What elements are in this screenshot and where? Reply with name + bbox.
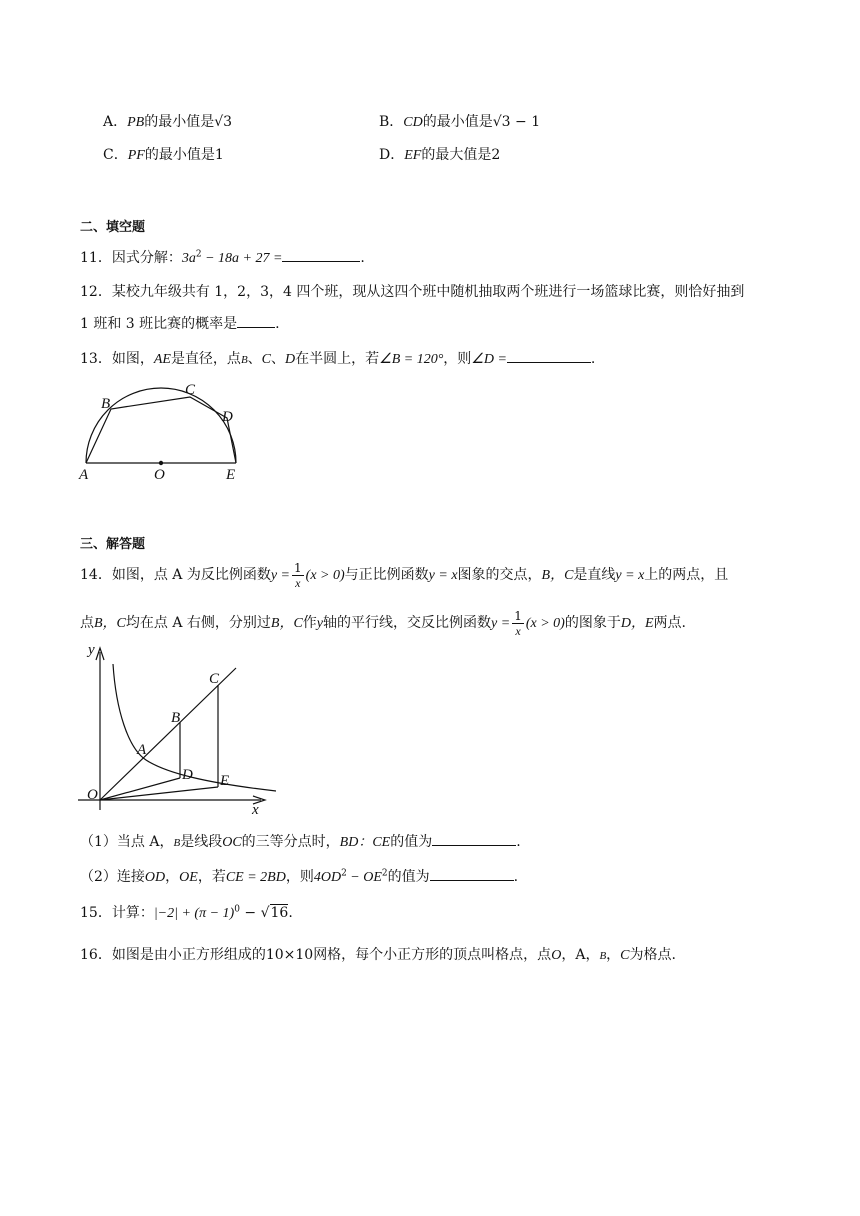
q14-linear-2: y = x bbox=[615, 568, 645, 583]
q13-text-3: 在半圆上，若 bbox=[295, 351, 380, 367]
label-d: D bbox=[182, 767, 193, 783]
q14-text-10: 的图象于 bbox=[564, 615, 621, 631]
choice-d-value: 2 bbox=[491, 147, 501, 163]
q14-frac-den-2: x bbox=[515, 623, 521, 638]
q14-2-text-2: ，若 bbox=[197, 869, 226, 885]
q14-de: D，E bbox=[620, 616, 654, 631]
label-b: B bbox=[101, 396, 111, 412]
q14-text-8: 作 bbox=[302, 615, 317, 631]
label-e: E bbox=[220, 773, 230, 789]
question-12-line1: 12．某校九年级共有 1，2，3，4 四个班，现从这四个班中随机抽取两个班进行一场篮球比赛，则恰好抽到 bbox=[80, 284, 745, 300]
label-d: D bbox=[222, 409, 233, 425]
choice-b-var: CD bbox=[403, 115, 423, 130]
q14-bc-3: B，C bbox=[270, 616, 303, 631]
q14-text-3: 图象的交点， bbox=[457, 567, 542, 583]
q16-number: 16． bbox=[80, 947, 112, 963]
q13-end: . bbox=[590, 351, 596, 367]
label-b: B bbox=[171, 710, 181, 726]
q14-2-number: （2） bbox=[80, 869, 117, 885]
section-heading-solve: 三、解答题 bbox=[80, 537, 146, 552]
q15-text: 计算： bbox=[111, 905, 154, 921]
segment-oe bbox=[100, 787, 218, 800]
q15-expr-a: |−2| + (π − 1) bbox=[153, 906, 235, 921]
label-a: A bbox=[137, 742, 147, 758]
q13-sep-1: 、 bbox=[247, 351, 262, 367]
q16-sep-1: ， bbox=[561, 947, 576, 963]
q12-text: 1 班和 3 班比赛的概率是 bbox=[80, 316, 238, 332]
label-c: C bbox=[209, 671, 220, 687]
line-y-equals-x bbox=[100, 668, 236, 800]
choice-c-text: 的最小值是 bbox=[144, 147, 215, 163]
q13-sep-2: 、 bbox=[271, 351, 286, 367]
q13-text-2: 是直径，点 bbox=[170, 351, 241, 367]
q14-y-axis: y bbox=[316, 616, 324, 631]
q14-2-expr-a: 4OD bbox=[313, 870, 342, 885]
hyperbola-curve bbox=[113, 664, 276, 791]
q13-angle-b: ∠B = 120° bbox=[379, 352, 444, 367]
q16-sep-3: ， bbox=[606, 947, 621, 963]
q14-func-2: y = bbox=[491, 616, 511, 631]
q14-1-b: B bbox=[173, 837, 181, 849]
q16-text-3: 为格点. bbox=[629, 947, 676, 963]
q14-1-answer-blank[interactable] bbox=[432, 831, 516, 846]
choice-a-label: A． bbox=[103, 114, 128, 130]
choice-d bbox=[379, 145, 500, 166]
q14-2-cond: CE = 2BD bbox=[225, 870, 286, 885]
center-point-o bbox=[159, 461, 163, 465]
q14-1-text-2: 是线段 bbox=[180, 834, 223, 850]
q13-text-1: 如图， bbox=[111, 351, 154, 367]
q16-text-1: 如图是由小正方形组成的 bbox=[111, 947, 266, 963]
q13-b: B bbox=[240, 354, 248, 366]
q15-sqrt-symbol: √ bbox=[260, 905, 270, 921]
q14-text-11: 两点. bbox=[653, 615, 686, 631]
choice-a bbox=[103, 112, 232, 133]
choice-c bbox=[103, 145, 224, 166]
q14-2-exp-2: 2 bbox=[381, 868, 388, 879]
q14-2-answer-blank[interactable] bbox=[430, 866, 514, 881]
q14-cond-2: (x > 0) bbox=[525, 616, 565, 631]
q14-bc-2: B，C bbox=[94, 616, 126, 631]
q14-frac-num: 1 bbox=[294, 560, 302, 575]
section-heading-fill-in: 二、填空题 bbox=[80, 220, 146, 235]
choice-d-var: EF bbox=[404, 148, 422, 163]
choice-b-label: B． bbox=[379, 114, 404, 130]
q16-text-2: 网格，每个小正方形的顶点叫格点，点 bbox=[313, 947, 552, 963]
choice-b-text: 的最小值是 bbox=[422, 114, 493, 130]
choice-b-value: √3 − 1 bbox=[492, 114, 541, 130]
q14-bc: B，C bbox=[541, 568, 574, 583]
q14-linear: y = x bbox=[428, 568, 458, 583]
q14-2-od: OD bbox=[144, 870, 166, 885]
label-o: O bbox=[154, 467, 165, 483]
choice-a-text: 的最小值是 bbox=[144, 114, 215, 130]
q14-text-5: 上的两点，且 bbox=[644, 567, 729, 583]
q13-ae: AE bbox=[153, 352, 171, 367]
q16-a: A bbox=[575, 947, 586, 963]
q11-expr-a: 3a bbox=[181, 251, 196, 266]
q14-2-sep: ， bbox=[165, 869, 180, 885]
q13-answer-blank[interactable] bbox=[507, 348, 591, 363]
q14-text-9: 轴的平行线，交反比例函数 bbox=[323, 615, 492, 631]
q14-number: 14． bbox=[80, 567, 112, 583]
choice-a-value: √3 bbox=[214, 114, 233, 130]
q12-answer-blank[interactable] bbox=[237, 313, 275, 328]
q14-frac-num-2: 1 bbox=[514, 608, 522, 623]
q11-text: 因式分解： bbox=[111, 250, 182, 266]
q14-fraction-2 bbox=[512, 609, 524, 638]
q14-1-text-3: 的三等分点时， bbox=[241, 834, 340, 850]
q14-2-text-4: 的值为 bbox=[387, 869, 430, 885]
choice-a-var: PB bbox=[127, 115, 145, 130]
choice-b bbox=[379, 112, 540, 133]
q14-2-text-3: ，则 bbox=[285, 869, 314, 885]
q13-c: C bbox=[261, 352, 272, 367]
question-15 bbox=[80, 903, 293, 924]
question-12-line2 bbox=[80, 313, 280, 334]
q16-o: O bbox=[551, 948, 562, 963]
question-14-part2 bbox=[80, 866, 518, 888]
q15-exp: 0 bbox=[234, 904, 240, 915]
q14-2-expr-b: − OE bbox=[346, 870, 382, 885]
label-o: O bbox=[87, 787, 98, 803]
label-a: A bbox=[79, 467, 89, 483]
q15-expr-b: − bbox=[239, 905, 261, 921]
q16-grid-size: 10×10 bbox=[265, 947, 314, 963]
label-e: E bbox=[226, 467, 236, 483]
q14-frac-den: x bbox=[295, 575, 301, 590]
q11-end: . bbox=[360, 250, 365, 266]
question-14-line2 bbox=[80, 606, 686, 640]
q14-text-4: 是直线 bbox=[573, 567, 616, 583]
q11-answer-blank[interactable] bbox=[282, 247, 360, 262]
q14-1-text-4: 的值为 bbox=[390, 834, 433, 850]
coordinate-figure bbox=[76, 640, 276, 818]
q14-1-text-1: 当点 A， bbox=[116, 834, 174, 850]
question-13 bbox=[80, 348, 595, 370]
choice-d-label: D． bbox=[379, 147, 405, 163]
semicircle-figure bbox=[75, 378, 245, 483]
q14-cond: (x > 0) bbox=[305, 568, 345, 583]
q15-number: 15． bbox=[80, 905, 112, 921]
question-11 bbox=[80, 247, 365, 269]
q14-1-number: （1） bbox=[80, 834, 117, 850]
q14-1-ratio: BD：CE bbox=[339, 835, 391, 850]
q12-end: . bbox=[275, 316, 280, 332]
q15-sqrt-value: 16 bbox=[270, 905, 289, 921]
q14-2-exp-1: 2 bbox=[341, 868, 347, 879]
q13-d: D bbox=[285, 352, 296, 367]
q11-expr-b: − 18a + 27 = bbox=[201, 251, 283, 266]
choice-c-var: PF bbox=[127, 148, 145, 163]
q14-text-2: 与正比例函数 bbox=[344, 567, 429, 583]
q14-text-1: 如图，点 A 为反比例函数 bbox=[111, 567, 271, 583]
q14-fraction bbox=[292, 561, 304, 590]
q11-number: 11． bbox=[80, 250, 112, 266]
q14-1-end: . bbox=[516, 834, 521, 850]
choice-c-label: C． bbox=[103, 147, 128, 163]
q16-b: B bbox=[599, 950, 607, 962]
q14-1-oc: OC bbox=[222, 835, 242, 850]
q13-angle-d: ∠D = bbox=[471, 352, 507, 367]
q16-c: C bbox=[620, 948, 630, 963]
label-c: C bbox=[185, 382, 196, 398]
question-14-part1 bbox=[80, 831, 521, 853]
q14-2-oe: OE bbox=[179, 870, 198, 885]
q13-text-4: ，则 bbox=[443, 351, 472, 367]
q11-exp: 2 bbox=[195, 249, 202, 260]
question-16 bbox=[80, 945, 676, 966]
q14-2-text-1: 连接 bbox=[116, 869, 145, 885]
label-x: x bbox=[252, 802, 259, 818]
q15-end: . bbox=[288, 905, 293, 921]
label-y: y bbox=[88, 642, 95, 658]
choice-d-text: 的最大值是 bbox=[421, 147, 492, 163]
choice-c-value: 1 bbox=[214, 147, 224, 163]
q14-func: y = bbox=[270, 568, 291, 583]
q14-2-end: . bbox=[513, 869, 519, 885]
q14-text-7: 均在点 A 右侧，分别过 bbox=[125, 615, 271, 631]
q14-text-6: 点 bbox=[80, 615, 94, 631]
q16-sep-2: ， bbox=[585, 947, 600, 963]
question-14-line1 bbox=[80, 558, 728, 592]
q13-number: 13． bbox=[80, 351, 112, 367]
